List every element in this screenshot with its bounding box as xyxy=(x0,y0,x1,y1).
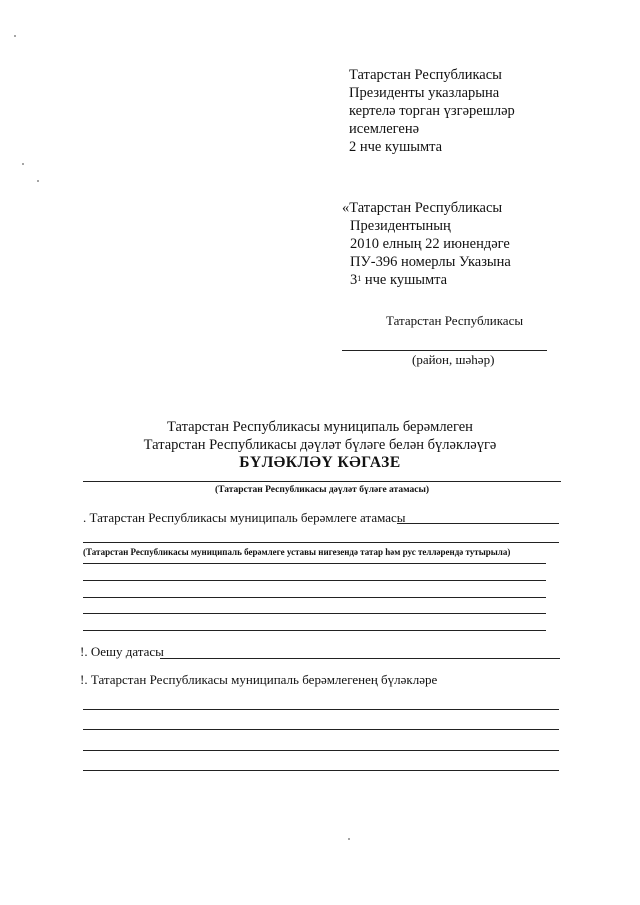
document-title-line1: Татарстан Республикасы муниципаль берәмлеген xyxy=(167,419,473,435)
decree-appendix-line xyxy=(342,271,612,289)
field3-label: !. Татарстан Республикасы муниципаль берәмлегенең бүләкләре xyxy=(80,672,438,687)
appendix-note-line: Татарстан Республикасы xyxy=(349,67,502,83)
scan-speck xyxy=(348,838,350,840)
field2-input-line[interactable] xyxy=(160,658,560,659)
decree-reference-line: Президентының xyxy=(350,218,451,234)
document-title xyxy=(80,418,560,472)
field1-line[interactable] xyxy=(83,580,546,581)
decree-reference-line: 2010 елның 22 июнендәге xyxy=(350,236,510,252)
field1-line[interactable] xyxy=(83,630,546,631)
award-name-caption: (Татарстан Республикасы дәүләт бүләге атамасы) xyxy=(214,485,430,495)
document-title-line2: Татарстан Республикасы дәүләт бүләге белән бүләкләүгә xyxy=(143,437,497,453)
region-caption: (район, шәһәр) xyxy=(412,352,495,367)
appendix-note-line: Президенты указларына xyxy=(349,85,500,101)
field1-caption: (Татарстан Республикасы муниципаль берәмлеге уставы нигезендә татар һәм рус телләрендә тутырыла) xyxy=(83,547,511,557)
field2-label: !. Оешу датасы xyxy=(80,644,164,659)
appendix-note xyxy=(349,66,609,156)
decree-reference xyxy=(342,199,612,289)
region-title: Татарстан Республикасы xyxy=(386,313,524,328)
field3-line[interactable] xyxy=(83,709,559,710)
region-underline xyxy=(342,350,547,351)
document-heading: БҮЛӘКЛӘҮ КӘГАЗЕ xyxy=(239,454,401,471)
scan-speck xyxy=(22,163,24,165)
appendix-number: 3 xyxy=(350,272,358,288)
field3-line[interactable] xyxy=(83,750,559,751)
scan-speck xyxy=(14,35,16,37)
field3-line[interactable] xyxy=(83,770,559,771)
field1-line[interactable] xyxy=(83,613,546,614)
field1-line[interactable] xyxy=(83,563,546,564)
decree-reference-line: «Татарстан Республикасы xyxy=(342,200,503,216)
appendix-superscript: 1 xyxy=(357,274,362,283)
appendix-note-line: исемлегенә xyxy=(349,121,420,137)
scan-speck xyxy=(37,180,39,182)
award-name-line xyxy=(83,481,561,482)
field1-line[interactable] xyxy=(83,597,546,598)
decree-reference-line: ПУ-396 номерлы Указына xyxy=(350,254,511,270)
field3-line[interactable] xyxy=(83,729,559,730)
field1-label: . Татарстан Республикасы муниципаль берәмлеге атамасы xyxy=(83,510,406,525)
appendix-note-line: 2 нче кушымта xyxy=(349,139,443,155)
appendix-note-line: кертелә торган үзгәрешләр xyxy=(349,103,515,119)
field1-line[interactable] xyxy=(83,542,559,543)
field1-input-line[interactable] xyxy=(397,523,559,524)
appendix-suffix: нче кушымта xyxy=(364,272,448,288)
